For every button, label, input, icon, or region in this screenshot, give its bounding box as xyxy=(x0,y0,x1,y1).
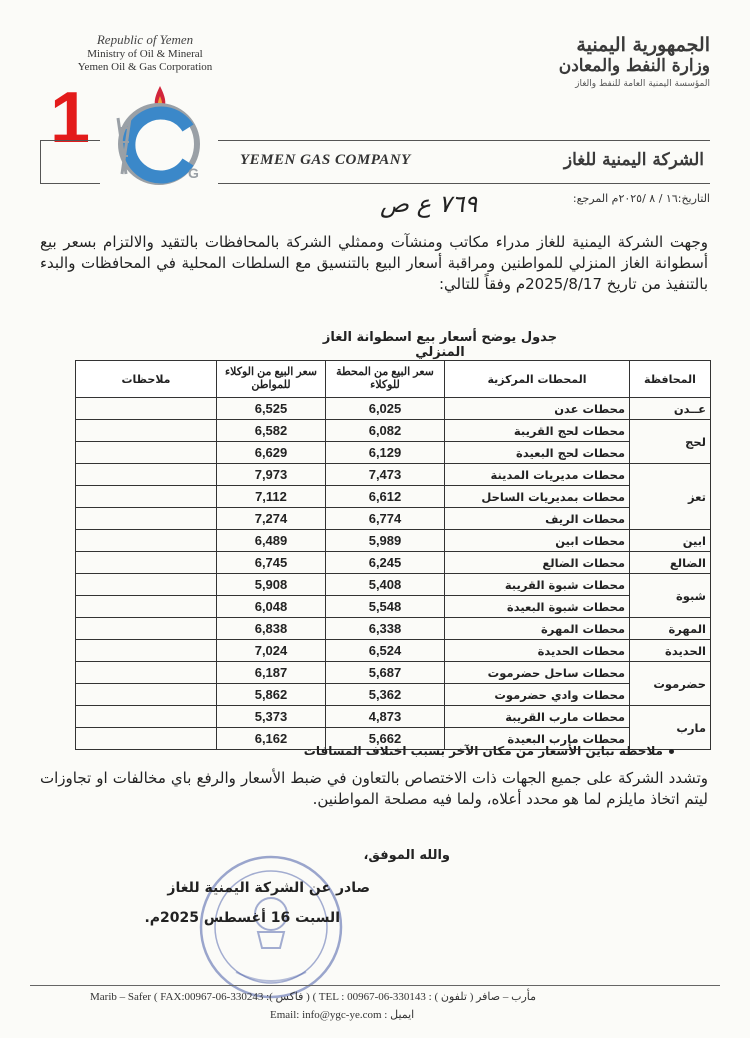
cell-station-price: 5,662 xyxy=(326,728,445,750)
ref-handwritten: ٧٦٩ ع ص xyxy=(380,190,478,218)
cell-notes xyxy=(76,464,217,486)
table-row xyxy=(76,552,711,574)
company-logo-icon xyxy=(100,78,218,190)
table-header-row xyxy=(76,361,711,398)
cell-station-price: 5,408 xyxy=(326,574,445,596)
price-table xyxy=(75,360,711,750)
cell-governorate: تعز xyxy=(630,464,711,530)
cell-station-price: 6,129 xyxy=(326,442,445,464)
cell-station: محطات لحج البعيدة xyxy=(445,442,630,464)
cell-station: محطات مارب البعيدة xyxy=(445,728,630,750)
cell-station: محطات الريف xyxy=(445,508,630,530)
header-notes: ملاحظات xyxy=(76,361,217,398)
table-row xyxy=(76,662,711,684)
header-agent-price: سعر البيع من الوكلاء للمواطن xyxy=(217,361,326,398)
cell-agent-price: 6,745 xyxy=(217,552,326,574)
cell-agent-price: 6,582 xyxy=(217,420,326,442)
note-text: ملاحظة تباين الأسعار من مكان الآخر بسبب اختلاف المسافات xyxy=(303,744,663,758)
table-row xyxy=(76,464,711,486)
cell-governorate: ابين xyxy=(630,530,711,552)
table-title: جدول يوضح أسعار بيع اسطوانة الغاز المنزلي xyxy=(322,330,558,360)
cell-notes xyxy=(76,508,217,530)
cell-station-price: 5,548 xyxy=(326,596,445,618)
header-governorate: المحافظة xyxy=(630,361,711,398)
cell-notes xyxy=(76,640,217,662)
table-row xyxy=(76,596,711,618)
table-row xyxy=(76,640,711,662)
header-station-price: سعر البيع من المحطة للوكلاء xyxy=(326,361,445,398)
ministry-en: Ministry of Oil & Mineral xyxy=(87,48,203,60)
cell-governorate: مارب xyxy=(630,706,711,750)
cell-agent-price: 6,162 xyxy=(217,728,326,750)
cell-station-price: 4,873 xyxy=(326,706,445,728)
cell-governorate: المهرة xyxy=(630,618,711,640)
cell-station: محطات عدن xyxy=(445,398,630,420)
issue-date: السبت 16 أغسطس 2025م. xyxy=(144,910,340,926)
date-ref-line: التاريخ:١٦ / ٨ /٢٠٢٥م المرجع: xyxy=(572,192,710,205)
cell-station-price: 6,245 xyxy=(326,552,445,574)
cell-agent-price: 7,112 xyxy=(217,486,326,508)
cell-notes xyxy=(76,618,217,640)
cell-governorate: الضالع xyxy=(630,552,711,574)
cell-governorate: حضرموت xyxy=(630,662,711,706)
cell-governorate: شبوة xyxy=(630,574,711,618)
cell-agent-price: 6,187 xyxy=(217,662,326,684)
header-stations: المحطات المركزية xyxy=(445,361,630,398)
cell-notes xyxy=(76,662,217,684)
cell-station-price: 5,362 xyxy=(326,684,445,706)
cell-station: محطات المهرة xyxy=(445,618,630,640)
cell-station: محطات الضالع xyxy=(445,552,630,574)
cell-station-price: 6,082 xyxy=(326,420,445,442)
company-name-ar: الشركة اليمنية للغاز xyxy=(563,150,704,170)
table-row xyxy=(76,486,711,508)
footer-contact: Marib – Safer ( FAX:00967-06-330243 :( فاكس ) ( TEL : 00967-06-330143 : ( تلفون ) مأرب – صافر xyxy=(90,991,537,1003)
cell-governorate: لحج xyxy=(630,420,711,464)
cell-station: محطات وادي حضرموت xyxy=(445,684,630,706)
letterhead-english xyxy=(60,32,230,74)
cell-station: محطات لحج القريبة xyxy=(445,420,630,442)
closing-paragraph: وتشدد الشركة على جميع الجهات ذات الاختصاص بالتعاون في ضبط الأسعار والرفع باي مخالفات او تجاوزات ليتم اتخاذ مايلزم لما هو محدد أعلاه، ولما فيه مصلحة المواطنين. xyxy=(40,769,708,808)
cell-notes xyxy=(76,420,217,442)
closing-phrase: والله الموفق، xyxy=(363,848,450,863)
cell-agent-price: 7,024 xyxy=(217,640,326,662)
svg-text:G: G xyxy=(188,165,199,181)
cell-agent-price: 7,274 xyxy=(217,508,326,530)
cell-station-price: 5,989 xyxy=(326,530,445,552)
cell-station-price: 6,338 xyxy=(326,618,445,640)
cell-notes xyxy=(76,530,217,552)
cell-station-price: 5,687 xyxy=(326,662,445,684)
company-name-en: YEMEN GAS COMPANY xyxy=(240,152,411,168)
ministry-ar: وزارة النفط والمعادن xyxy=(558,56,710,76)
cell-agent-price: 5,862 xyxy=(217,684,326,706)
intro-paragraph: وجهت الشركة اليمنية للغاز مدراء مكاتب ومنشآت وممثلي الشركة بالمحافظات بالتقيد والالتزام بسعر بيع أسطوانة الغاز المنزلي للمواطنين ومراقبة أسعار البيع بالتنسيق مع السلطات المحلية في المحافظات والبدء بالتنفيذ من تاريخ 2025/8/17م وفقاً للتالي: xyxy=(40,233,708,293)
cell-station: محطات مارب القريبة xyxy=(445,706,630,728)
table-row xyxy=(76,684,711,706)
corporation-ar: المؤسسة اليمنية العامة للنفط والغاز xyxy=(575,79,710,89)
cell-notes xyxy=(76,442,217,464)
bullet-icon xyxy=(669,749,674,754)
table-row xyxy=(76,442,711,464)
table-row xyxy=(76,420,711,442)
cell-notes xyxy=(76,596,217,618)
letterhead-arabic xyxy=(510,34,710,89)
cell-agent-price: 6,838 xyxy=(217,618,326,640)
cell-station: محطات الحديدة xyxy=(445,640,630,662)
cell-agent-price: 6,489 xyxy=(217,530,326,552)
cell-agent-price: 5,373 xyxy=(217,706,326,728)
table-row xyxy=(76,618,711,640)
cell-station-price: 6,612 xyxy=(326,486,445,508)
table-row xyxy=(76,398,711,420)
cell-agent-price: 7,973 xyxy=(217,464,326,486)
table-row xyxy=(76,508,711,530)
cell-station-price: 7,473 xyxy=(326,464,445,486)
cell-agent-price: 6,525 xyxy=(217,398,326,420)
republic-ar: الجمهورية اليمنية xyxy=(576,34,710,56)
cell-station-price: 6,524 xyxy=(326,640,445,662)
cell-notes xyxy=(76,486,217,508)
cell-notes xyxy=(76,574,217,596)
cell-station-price: 6,774 xyxy=(326,508,445,530)
cell-notes xyxy=(76,398,217,420)
cell-governorate: الحديدة xyxy=(630,640,711,662)
cell-station: محطات ساحل حضرموت xyxy=(445,662,630,684)
cell-agent-price: 6,048 xyxy=(217,596,326,618)
cell-station: محطات بمديريات الساحل xyxy=(445,486,630,508)
cell-station: محطات شبوة القريبة xyxy=(445,574,630,596)
cell-station-price: 6,025 xyxy=(326,398,445,420)
page-number: 1 xyxy=(50,78,91,158)
cell-station: محطات شبوة البعيدة xyxy=(445,596,630,618)
cell-station: محطات ابين xyxy=(445,530,630,552)
table-row xyxy=(76,574,711,596)
note-line xyxy=(304,744,674,758)
table-row xyxy=(76,706,711,728)
cell-notes xyxy=(76,684,217,706)
official-stamp-icon xyxy=(196,852,346,1002)
cell-notes xyxy=(76,552,217,574)
cell-station: محطات مديريات المدينة xyxy=(445,464,630,486)
cell-agent-price: 5,908 xyxy=(217,574,326,596)
cell-notes xyxy=(76,706,217,728)
table-row xyxy=(76,530,711,552)
corporation-en: Yemen Oil & Gas Corporation xyxy=(77,61,213,73)
footer-divider xyxy=(30,985,720,986)
cell-notes xyxy=(76,728,217,750)
issuer-line: صادر عن الشركة اليمنية للغاز xyxy=(167,880,370,896)
cell-governorate: عــدن xyxy=(630,398,711,420)
cell-agent-price: 6,629 xyxy=(217,442,326,464)
republic-en: Republic of Yemen xyxy=(96,32,194,47)
footer-email: Email: info@ygc-ye.com : ايميل xyxy=(270,1009,415,1021)
